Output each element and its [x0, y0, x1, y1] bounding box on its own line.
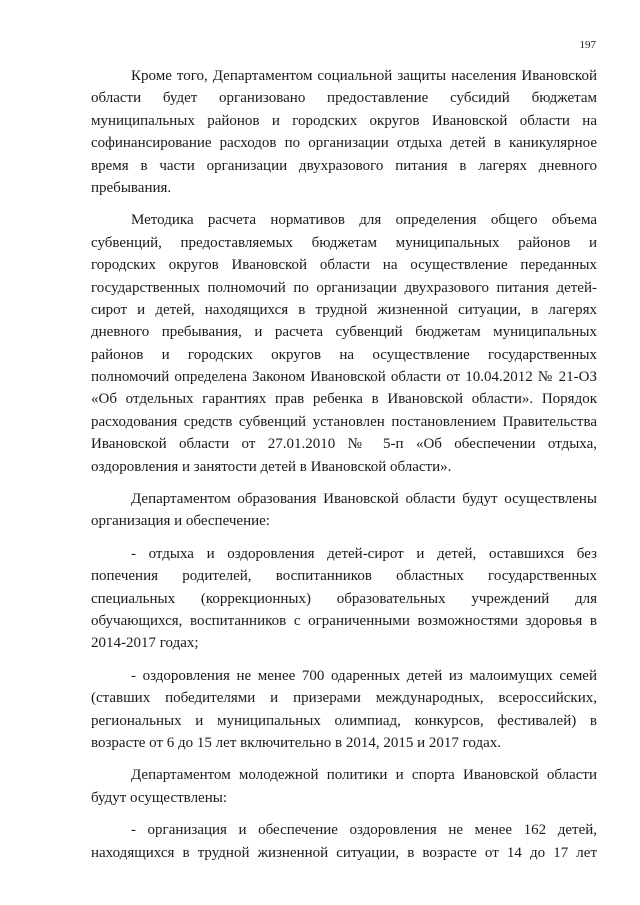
text-line: - организация и обеспечение оздоровления не менее 162 детей, [131, 822, 597, 839]
text-line: сирот и детей, находящихся в трудной жизненной ситуации, в лагерях [91, 301, 597, 318]
paragraph [91, 209, 597, 478]
text-line: обучающихся, воспитанников с ограниченными возможностями здоровья в [91, 612, 597, 629]
paragraph [91, 764, 597, 809]
text-line: возрасте от 6 до 15 лет включительно в 2014, 2015 и 2017 годах. [91, 734, 501, 751]
text-line: время в части организации двухразового питания в лагерях дневного [91, 157, 597, 174]
text-line: 2014-2017 годах; [91, 635, 199, 652]
text-line: - оздоровления не менее 700 одаренных детей из малоимущих семей [131, 667, 597, 684]
text-line: городских округов Ивановской области на осуществление переданных [91, 257, 597, 274]
text-line: будут осуществлены: [91, 789, 227, 806]
paragraph [91, 488, 597, 533]
text-line: региональных и муниципальных олимпиад, конкурсов, фестивалей) в [91, 712, 597, 729]
paragraph [91, 819, 597, 864]
text-line: софинансирование расходов по организации отдыха детей в каникулярное [91, 135, 597, 152]
paragraph [91, 665, 597, 755]
text-line: районов и городских округов на осуществление государственных [91, 346, 597, 363]
text-line: Департаментом молодежной политики и спорта Ивановской области [131, 767, 597, 784]
text-line: государственных полномочий по организации двухразового питания детей- [91, 279, 597, 296]
text-line: (ставших победителями и призерами международных, всероссийских, [91, 690, 597, 707]
text-line: оздоровления и занятости детей в Ивановской области». [91, 458, 452, 475]
text-line: организация и обеспечение: [91, 513, 270, 530]
paragraph [91, 65, 597, 199]
text-line: находящихся в трудной жизненной ситуации, в возрасте от 14 до 17 лет [91, 844, 597, 861]
text-line: расходования средств субвенций установлен постановлением Правительства [91, 413, 597, 430]
document-body [91, 65, 597, 874]
text-line: субвенций, предоставляемых бюджетам муниципальных районов и [91, 234, 597, 251]
text-line: специальных (коррекционных) образовательных учреждений для [91, 590, 597, 607]
text-line: пребывания. [91, 179, 172, 196]
text-line: Кроме того, Департаментом социальной защиты населения Ивановской [131, 68, 597, 84]
text-line: Ивановской области от 27.01.2010 № 5-п «Об обеспечении отдыха, [91, 436, 597, 453]
text-line: - отдыха и оздоровления детей-сирот и детей, оставшихся без [131, 545, 597, 562]
text-line: Методика расчета нормативов для определения общего объема [131, 212, 597, 229]
text-line: муниципальных районов и городских округов Ивановской области на [91, 112, 597, 129]
text-line: попечения родителей, воспитанников областных государственных [91, 568, 597, 585]
text-line: Департаментом образования Ивановской области будут осуществлены [131, 491, 597, 508]
text-line: полномочий определена Законом Ивановской области от 10.04.2012 № 21-ОЗ [91, 369, 597, 386]
paragraph [91, 543, 597, 655]
text-line: «Об отдельных гарантиях прав ребенка в Ивановской области». Порядок [91, 391, 597, 408]
text-line: дневного пребывания, и расчета субвенций бюджетам муниципальных [91, 324, 597, 341]
text-line: области будет организовано предоставление субсидий бюджетам [91, 90, 597, 107]
page-number: 197 [579, 39, 596, 51]
